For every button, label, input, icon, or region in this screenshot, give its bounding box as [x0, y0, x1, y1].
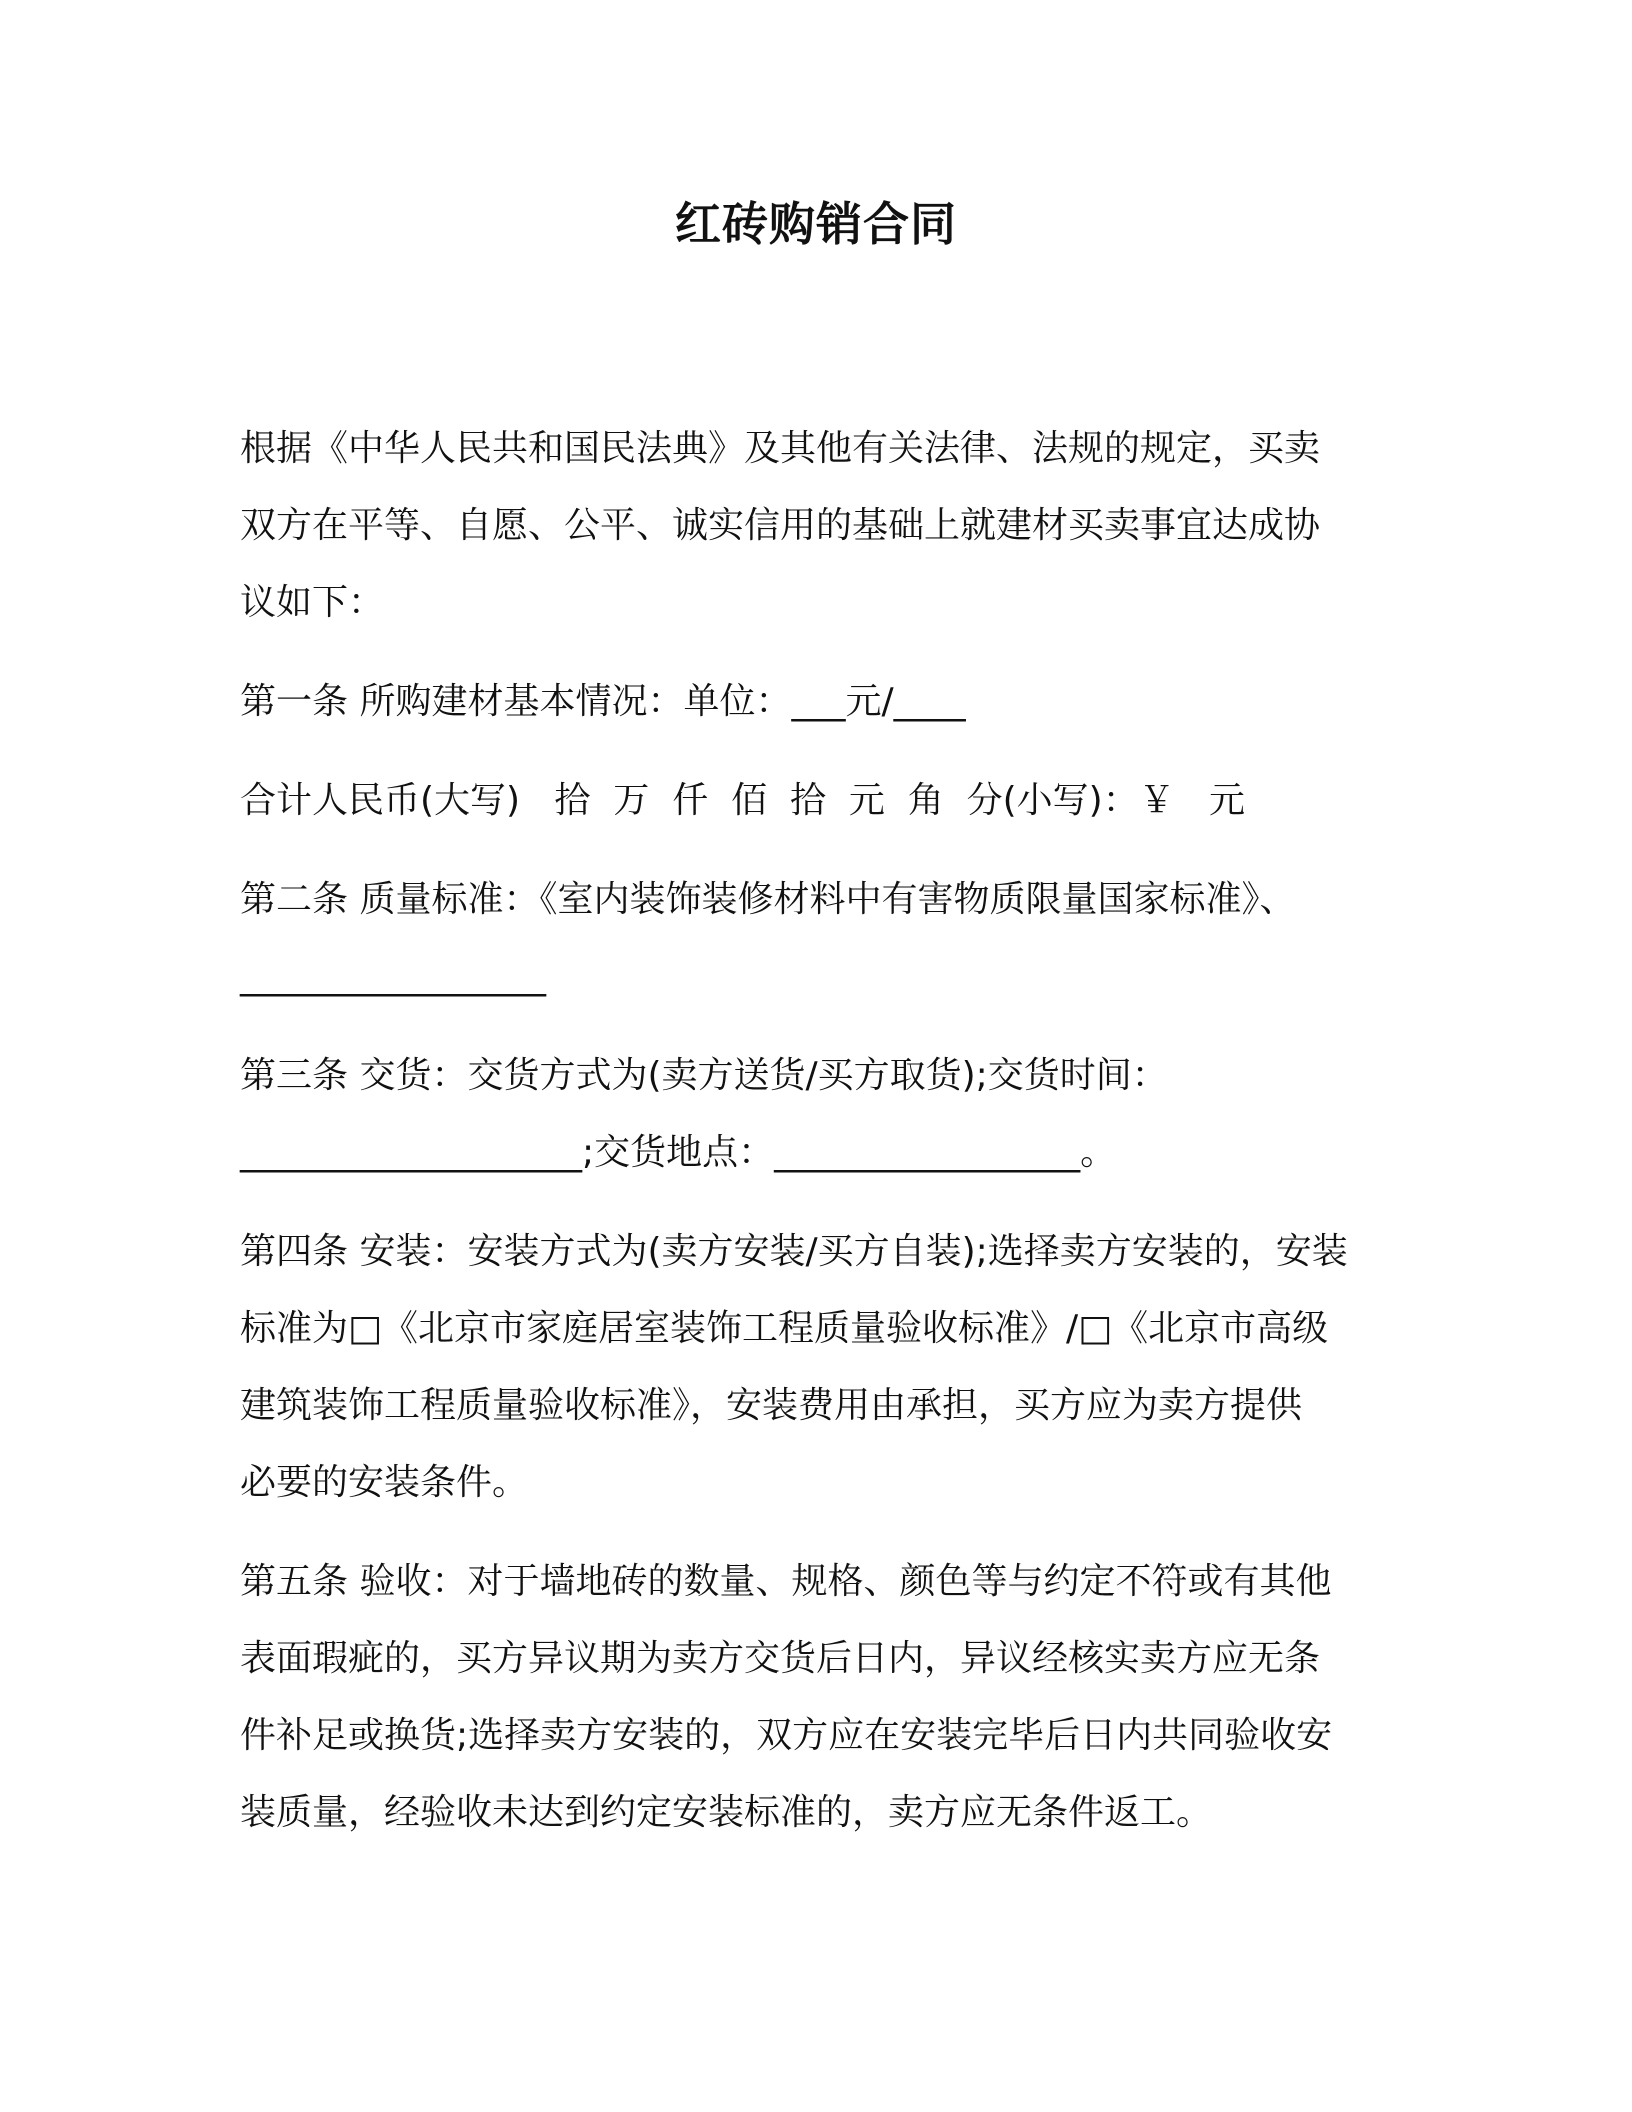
article-2-paragraph: [240, 861, 1400, 1015]
text-line: 件补足或换货;选择卖方安装的，双方应在安装完毕后日内共同验收安: [240, 1715, 1333, 1756]
article-4-paragraph: [240, 1213, 1400, 1521]
text-line: 装质量，经验收未达到约定安装标准的，卖方应无条件返工。: [240, 1792, 1213, 1833]
text-line: _________________: [240, 956, 546, 997]
total-amount-paragraph: [240, 762, 1400, 839]
text-line: 根据《中华人民共和国民法典》及其他有关法律、法规的规定，买卖: [240, 428, 1321, 469]
text-line: ___________________;交货地点：_________________。: [240, 1132, 1117, 1173]
text-line: 建筑装饰工程质量验收标准》，安装费用由承担，买方应为卖方提供: [240, 1385, 1303, 1426]
article-5-paragraph: [240, 1543, 1400, 1851]
text-line: 第一条 所购建材基本情况：单位：___元/____: [240, 681, 966, 722]
text-line: 必要的安装条件。: [240, 1462, 529, 1503]
article-3-paragraph: [240, 1037, 1400, 1191]
text-line: 第二条 质量标准：《室内装饰装修材料中有害物质限量国家标准》、: [240, 879, 1296, 920]
text-line: 表面瑕疵的，买方异议期为卖方交货后日内，异议经核实卖方应无条: [240, 1638, 1321, 1679]
text-line: 标准为□《北京市家庭居室装饰工程质量验收标准》/□《北京市高级: [240, 1308, 1329, 1349]
text-line: 第五条 验收：对于墙地砖的数量、规格、颜色等与约定不符或有其他: [240, 1561, 1332, 1602]
text-line: 合计人民币(大写) 拾 万 仟 佰 拾 元 角 分(小写)：￥ 元: [240, 780, 1246, 821]
article-1-paragraph: [240, 663, 1400, 740]
document-body: [240, 410, 1400, 1851]
preamble-paragraph: [240, 410, 1400, 641]
text-line: 双方在平等、自愿、公平、诚实信用的基础上就建材买卖事宜达成协: [240, 505, 1321, 546]
text-line: 第四条 安装：安装方式为(卖方安装/买方自装);选择卖方安装的，安装: [240, 1231, 1348, 1272]
document-title: 红砖购销合同: [675, 197, 957, 251]
text-line: 第三条 交货：交货方式为(卖方送货/买方取货);交货时间：: [240, 1055, 1168, 1096]
text-line: 议如下：: [240, 582, 385, 623]
